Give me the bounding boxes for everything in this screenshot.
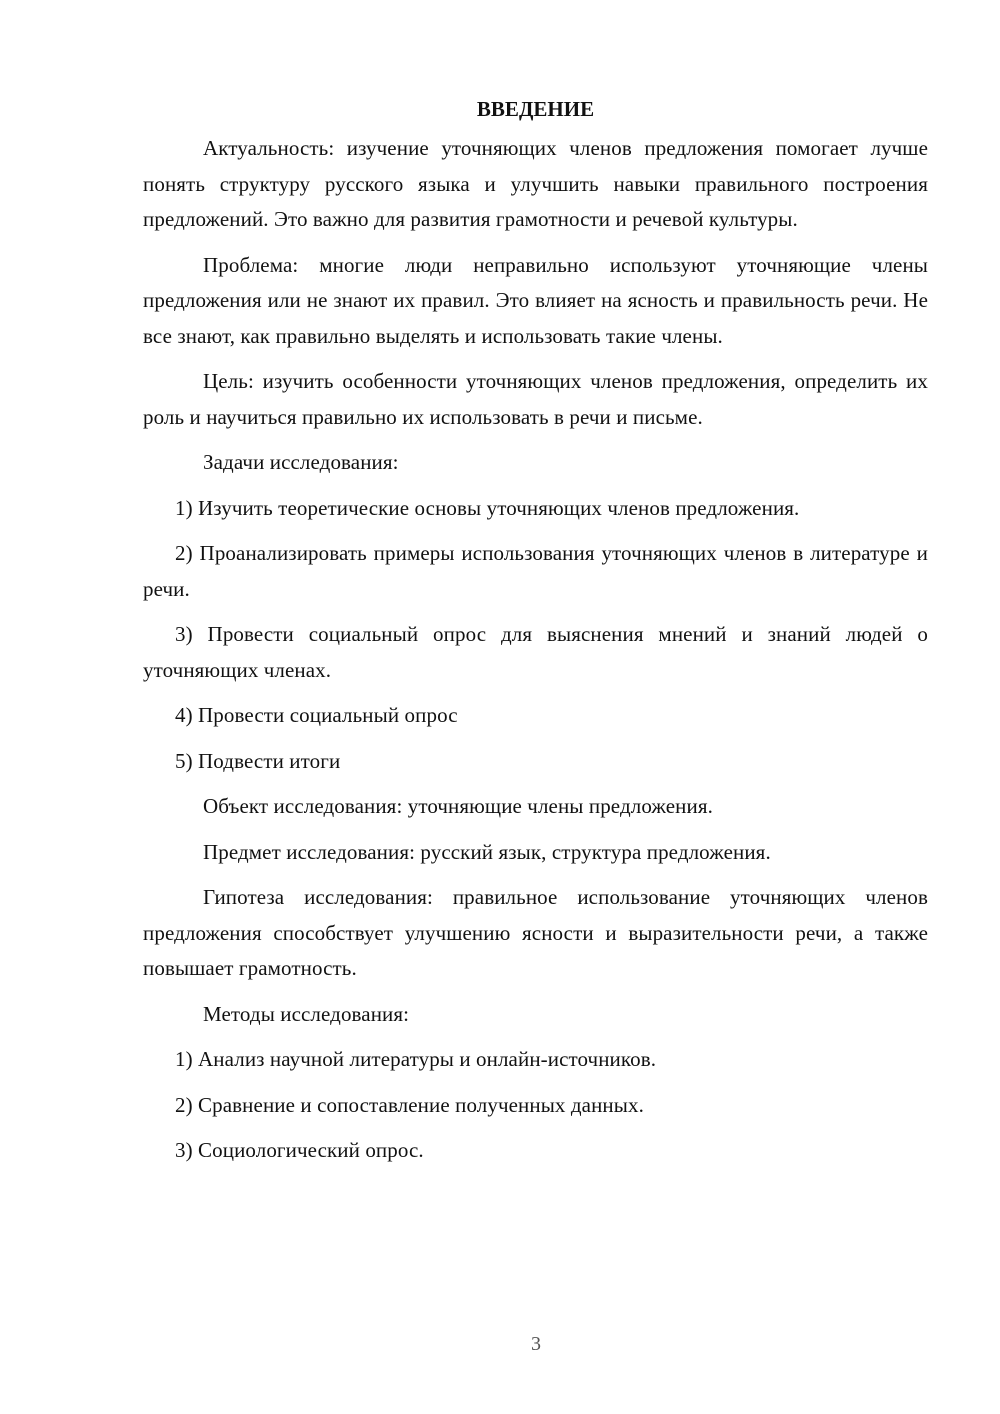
paragraph-hypothesis: Гипотеза исследования: правильное использование уточняющих членов предложения способствует улучшению ясности и выразительности речи, а также повышает грамотность. [143, 885, 928, 980]
paragraph-goal: Цель: изучить особенности уточняющих членов предложения, определить их роль и научиться правильно их использовать в речи и письме. [143, 369, 928, 429]
paragraph-tasks-heading: Задачи исследования: [203, 450, 399, 474]
task-item-3: 3) Провести социальный опрос для выяснения мнений и знаний людей о уточняющих членах. [143, 622, 928, 682]
paragraph-problem: Проблема: многие люди неправильно используют уточняющие члены предложения или не знают их правил. Это влияет на ясность и правильность речи. Не все знают, как правильно выделять и использовать такие члены. [143, 252, 928, 348]
method-item-2: 2) Сравнение и сопоставление полученных данных. [175, 1092, 644, 1117]
method-item-3: 3) Социологический опрос. [175, 1138, 424, 1162]
task-item-2: 2) Проанализировать примеры использования уточняющих членов в литературе и речи. [143, 541, 928, 601]
document-page [143, 92, 928, 1179]
page-number: 3 [531, 1333, 541, 1355]
paragraph-subject: Предмет исследования: русский язык, структура предложения. [203, 839, 771, 864]
task-item-5: 5) Подвести итоги [175, 748, 341, 773]
task-item-4: 4) Провести социальный опрос [175, 703, 458, 727]
paragraph-methods-heading: Методы исследования: [203, 1001, 410, 1026]
task-item-1: 1) Изучить теоретические основы уточняющих членов предложения. [175, 495, 800, 520]
section-heading: ВВЕДЕНИЕ [476, 97, 595, 121]
paragraph-object: Объект исследования: уточняющие члены предложения. [203, 794, 713, 818]
paragraph-relevance: Актуальность: изучение уточняющих членов предложения помогает лучше понять структуру русского языка и улучшить навыки правильного построения предложений. Это важно для развития грамотности и речевой культуры. [143, 136, 928, 231]
method-item-1: 1) Анализ научной литературы и онлайн-источников. [175, 1047, 657, 1071]
